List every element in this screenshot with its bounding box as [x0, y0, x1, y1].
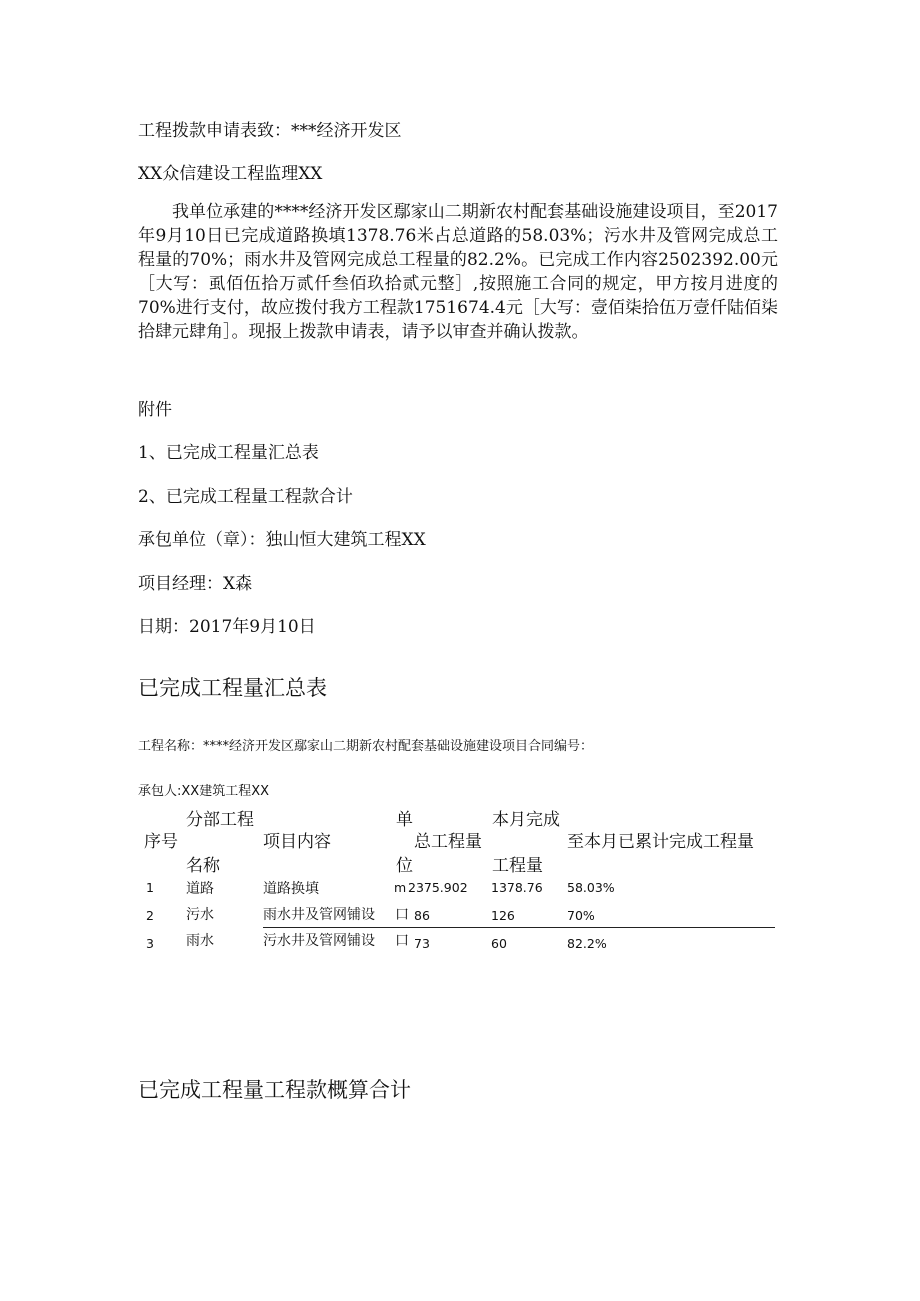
header-unit-bottom: 位 — [396, 856, 413, 876]
cell-cumulative: 70% — [567, 908, 595, 923]
attachment-item: 2、已完成工程量工程款合计 — [138, 487, 353, 507]
cell-cumulative: 58.03% — [567, 880, 615, 895]
header-part-bottom: 名称 — [186, 856, 220, 876]
estimate-heading: 已完成工程量工程款概算合计 — [138, 1078, 411, 1102]
cell-part: 污水 — [186, 907, 214, 923]
header-seq: 序号 — [144, 832, 178, 852]
header-part-top: 分部工程 — [186, 810, 254, 830]
cell-month: 1378.76 — [491, 880, 543, 895]
date-line: 日期：2017年9月10日 — [138, 617, 316, 637]
header-content: 项目内容 — [263, 832, 331, 852]
attachment-item: 1、已完成工程量汇总表 — [138, 443, 319, 463]
summary-heading: 已完成工程量汇总表 — [138, 676, 327, 700]
cell-cumulative: 82.2% — [567, 936, 607, 951]
header-cumulative: 至本月已累计完成工程量 — [567, 832, 754, 852]
letter-body: 我单位承建的****经济开发区鄢家山二期新农村配套基础设施建设项目，至2017年9月10日已完成道路换填1378.76米占总道路的58.03%；污水井及管网完成总工程量的70%；雨水井及管网完成总工程量的82.2%。已完成工作内容2502392.00元［大写：虱佰伍拾万贰仟叁佰玖拾贰元整］,按照施工合同的规定，甲方按月进度的70%进行支付，故应拨付我方工程款1751674.4元［大写：壹佰柒拾伍万壹仟陆佰柒拾肆元肆角］。现报上拨款申请表，请予以审查并确认拨款。 — [138, 202, 778, 342]
attachments-label: 附件 — [138, 400, 172, 420]
cell-total: 86 — [414, 908, 430, 923]
project-manager-line: 项目经理：X森 — [138, 574, 253, 594]
cell-seq: 1 — [146, 880, 154, 895]
header-month-top: 本月完成 — [492, 810, 560, 830]
cell-total: 2375.902 — [408, 880, 468, 895]
contractor-signature-line: 承包单位（章）：独山恒大建筑工程XX — [138, 530, 426, 550]
cell-seq: 2 — [146, 908, 154, 923]
cell-content: 雨水井及管网铺设 — [263, 907, 375, 923]
cell-unit: m — [394, 880, 407, 895]
cell-total: 73 — [414, 936, 430, 951]
cell-unit: 口 — [395, 933, 409, 949]
cell-content: 污水井及管网铺设 — [263, 933, 375, 949]
cell-month: 60 — [491, 936, 507, 951]
cell-part: 道路 — [186, 881, 214, 897]
row-divider — [263, 927, 775, 928]
contractor-line: 承包人:XX建筑工程XX — [138, 784, 270, 799]
project-name-line: 工程名称：****经济开发区鄢家山二期新农村配套基础设施建设项目合同编号： — [138, 739, 594, 754]
cell-seq: 3 — [146, 936, 154, 951]
header-unit-top: 单 — [396, 810, 413, 830]
header-total: 总工程量 — [414, 832, 482, 852]
cell-unit: 口 — [395, 907, 409, 923]
cell-part: 雨水 — [186, 933, 214, 949]
letter-addressee: XX众信建设工程监理XX — [138, 164, 323, 184]
header-month-bottom: 工程量 — [492, 856, 543, 876]
cell-content: 道路换填 — [263, 881, 319, 897]
cell-month: 126 — [491, 908, 515, 923]
letter-title-line: 工程拨款申请表致：***经济开发区 — [138, 121, 402, 141]
